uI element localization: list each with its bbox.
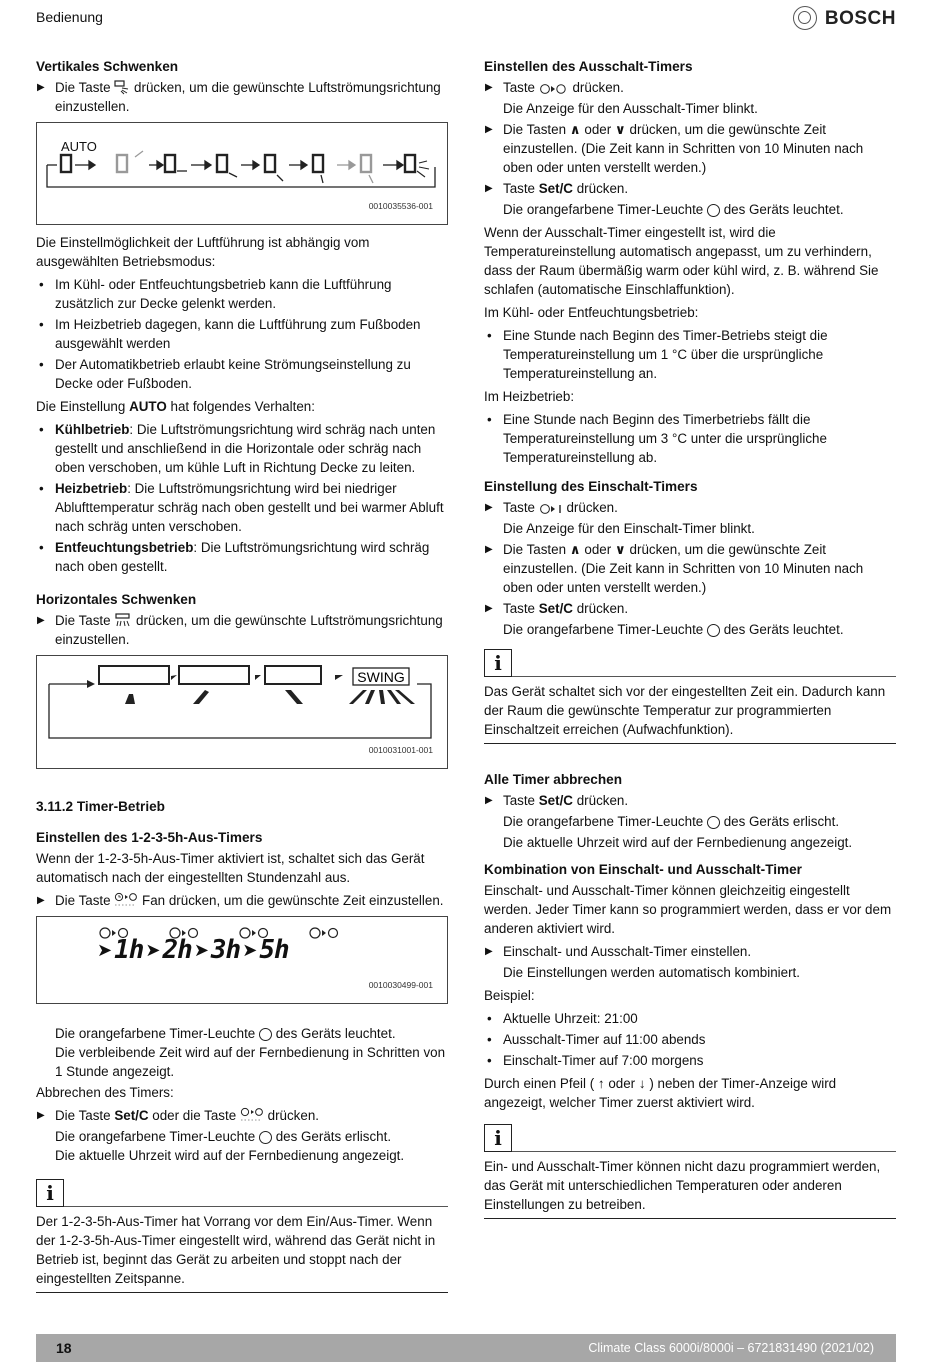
- segment-1h: 1h: [114, 935, 144, 965]
- footer-bar: [36, 1334, 896, 1362]
- info-icon: i: [484, 1124, 512, 1152]
- timer-fan-icon: [240, 1107, 264, 1123]
- horizontal-swing-figure: [36, 655, 448, 769]
- right-column: [484, 57, 896, 1225]
- vertical-swing-heading: Vertikales Schwenken: [36, 59, 179, 74]
- cooling-label: Im Kühl- oder Entfeuchtungsbetrieb:: [484, 305, 699, 320]
- brand: [793, 6, 896, 30]
- remaining-time-text: Die verbleibende Zeit wird auf der Fernbedienung in Schritten von 1 Stunde angezeigt.: [55, 1045, 446, 1079]
- arrow-right-icon: ➤: [145, 940, 161, 960]
- off-timer-led: Die orangefarbene Timer-Leuchte des Geräts leuchtet.: [503, 202, 844, 217]
- chevron-down-icon: ∨: [614, 122, 626, 137]
- info-note: [36, 1179, 448, 1293]
- timer-led-icon: [259, 1028, 272, 1041]
- auto-behaviour-intro: Die Einstellung AUTO hat folgendes Verhalten:: [36, 399, 315, 414]
- footer-document-info: Climate Class 6000i/8000i – 6721831490 (2021/02): [588, 1341, 874, 1355]
- timer-led-icon: [707, 816, 720, 829]
- info-note-text: Ein- und Ausschalt-Timer können nicht dazu programmiert werden, das Gerät mit unterschiedlichen Temperaturen oder anderen Einstellungen zu betreiben.: [484, 1154, 896, 1219]
- arrow-right-icon: ➤: [193, 940, 209, 960]
- cancel-timer-step: ▶ Die Taste Set/C oder die Taste drücken.: [36, 1106, 448, 1125]
- figure-code: 0010030499-001: [368, 980, 433, 990]
- sleep-function-text: Wenn der Ausschalt-Timer eingestellt ist, wird die Temperatureinstellung automatisch angepasst, um zu verhindern, dass der Raum übermäßig warm oder kühl wird, z. B. während Sie schlafen (automatische Einschlaffunktion).: [484, 225, 879, 297]
- arrow-right-icon: ➤: [242, 940, 258, 960]
- combo-step-sub: Die Einstellungen werden automatisch kombiniert.: [503, 965, 800, 980]
- vertical-swing-icon: [114, 80, 130, 95]
- off-timer-icon: [539, 83, 569, 95]
- horizontal-swing-icon: [114, 613, 132, 628]
- cancel-timer-title: Abbrechen des Timers:: [36, 1085, 174, 1100]
- mode-heating: • Heizbetrieb: Die Luftströmungsrichtung wird bei niedriger Ablufttemperatur schräg nach oben gestellt und bei warmer Abluft nach schräg unten verschoben.: [36, 479, 448, 536]
- vertical-swing-step: ▶ Die Taste drücken, um die gewünschte Luftströmungsrichtung einzustellen.: [36, 78, 448, 116]
- vertical-swing-sequence: [43, 149, 443, 193]
- hour-timer-step: ▶ Die Taste Fan drücken, um die gewünschte Zeit einzustellen.: [36, 891, 448, 910]
- chevron-up-icon: ∧: [569, 122, 581, 137]
- list-item: • Im Heizbetrieb dagegen, kann die Luftführung zum Fußboden ausgewählt werden: [36, 315, 448, 353]
- on-timer-blinks: Die Anzeige für den Einschalt-Timer blinkt.: [503, 521, 755, 536]
- info-note: [484, 1124, 896, 1219]
- on-timer-step-1: ▶ Taste drücken.: [484, 498, 896, 517]
- off-timer-blinks: Die Anzeige für den Ausschalt-Timer blinkt.: [503, 101, 758, 116]
- segment-3h: 3h: [210, 935, 241, 965]
- list-item: • Im Kühl- oder Entfeuchtungsbetrieb kann die Luftführung zusätzlich zur Decke gelenkt werden.: [36, 275, 448, 313]
- horizontal-swing-heading: Horizontales Schwenken: [36, 592, 197, 607]
- mode-cooling: • Kühlbetrieb: Die Luftströmungsrichtung wird schräg nach unten gestellt und anschließend in die Horizontale oder schräg nach oben verschoben, um kühle Luft in Richtung Decke zu leiten.: [36, 420, 448, 477]
- vertical-swing-figure: [36, 122, 448, 225]
- off-timer-step-1: ▶ Taste drücken.: [484, 78, 896, 97]
- on-timer-step-3: ▶ Taste Set/C drücken.: [484, 599, 896, 618]
- mode-dehumidify: • Entfeuchtungsbetrieb: Die Luftströmungsrichtung wird schräg nach oben gestellt.: [36, 538, 448, 576]
- on-timer-led: Die orangefarbene Timer-Leuchte des Geräts leuchtet.: [503, 622, 844, 637]
- arrow-down-icon: ↓: [638, 1076, 646, 1091]
- list-item: • Eine Stunde nach Beginn des Timerbetriebs fällt die Temperatureinstellung um 3 °C unter die ursprüngliche Temperatureinstellung ab.: [484, 410, 896, 467]
- info-icon: i: [36, 1179, 64, 1207]
- on-timer-heading: Einstellung des Einschalt-Timers: [484, 479, 698, 494]
- fig-auto-label: AUTO: [61, 139, 97, 154]
- chevron-down-icon: ∨: [614, 542, 626, 557]
- off-timer-step-2: ▶ Die Tasten ∧ oder ∨ drücken, um die gewünschte Zeit einzustellen. (Die Zeit kann in Schritten von 10 Minuten nach oben oder unten verstellt werden.): [484, 120, 896, 177]
- bosch-logo-icon: [793, 6, 817, 30]
- info-note-text: Das Gerät schaltet sich vor der eingestellten Zeit ein. Dadurch kann der Raum die gewünschte Temperatur zur programmierten Einschaltzeit erreichen (Aufwachfunktion).: [484, 679, 896, 744]
- left-column: [36, 57, 448, 1299]
- horizontal-swing-step: ▶ Die Taste drücken, um die gewünschte Luftströmungsrichtung einzustellen.: [36, 611, 448, 649]
- list-item: • Der Automatikbetrieb erlaubt keine Strömungseinstellung zu Decke oder Fußboden.: [36, 355, 448, 393]
- list-item: • Ausschalt-Timer auf 11:00 abends: [484, 1030, 896, 1049]
- list-item: • Aktuelle Uhrzeit: 21:00: [484, 1009, 896, 1028]
- figure-code: 0010035536-001: [368, 201, 433, 211]
- cancel-led-text: Die orangefarbene Timer-Leuchte des Geräts erlischt.: [55, 1129, 392, 1144]
- combo-intro: Einschalt- und Ausschalt-Timer können gleichzeitig eingestellt werden. Jeder Timer kann so programmiert werden, dass er vor dem anderen aktiviert wird.: [484, 883, 892, 936]
- cancel-all-heading: Alle Timer abbrechen: [484, 772, 623, 787]
- list-item: • Einschalt-Timer auf 7:00 morgens: [484, 1051, 896, 1070]
- example-label: Beispiel:: [484, 988, 535, 1003]
- arrow-up-icon: ↑: [597, 1076, 605, 1091]
- list-item: • Eine Stunde nach Beginn des Timer-Betriebs steigt die Temperatureinstellung um 1 °C über die ursprüngliche Temperatureinstellung an.: [484, 326, 896, 383]
- timer-led-icon: [707, 204, 720, 217]
- cancel-all-time: Die aktuelle Uhrzeit wird auf der Fernbedienung angezeigt.: [503, 835, 853, 850]
- timer-fan-icon: [114, 892, 138, 908]
- brand-name: BOSCH: [824, 7, 896, 29]
- hour-timer-segments: [97, 935, 289, 965]
- segment-2h: 2h: [162, 935, 192, 965]
- timer-led-text: Die orangefarbene Timer-Leuchte des Geräts leuchtet.: [55, 1026, 396, 1041]
- hour-timer-heading: Einstellen des 1-2-3-5h-Aus-Timers: [36, 830, 263, 845]
- hour-timer-intro: Wenn der 1-2-3-5h-Aus-Timer aktiviert ist, schaltet sich das Gerät automatisch nach der eingestellten Stundenzahl aus.: [36, 851, 425, 885]
- header-section-title: Bedienung: [36, 9, 103, 25]
- arrow-explanation: Durch einen Pfeil ( ↑ oder ↓ ) neben der Timer-Anzeige wird angezeigt, welcher Timer zuerst aktiviert wird.: [484, 1076, 837, 1110]
- chevron-up-icon: ∧: [569, 542, 581, 557]
- swing-label: SWING: [357, 669, 405, 685]
- info-note-text: Der 1-2-3-5h-Aus-Timer hat Vorrang vor dem Ein/Aus-Timer. Wenn der 1-2-3-5h-Aus-Timer eingestellt wird, während das Gerät nicht in Betrieb ist, beginnt das Gerät zu arbeiten und stoppt nach der eingestellten Zeitspanne.: [36, 1209, 448, 1293]
- off-timer-heading: Einstellen des Ausschalt-Timers: [484, 59, 693, 74]
- vertical-intro: Die Einstellmöglichkeit der Luftführung ist abhängig vom ausgewählten Betriebsmodus:: [36, 235, 370, 269]
- timer-led-icon: [707, 624, 720, 637]
- combo-step: ▶ Einschalt- und Ausschalt-Timer einstellen.: [484, 942, 896, 961]
- page-number: 18: [56, 1340, 72, 1356]
- combo-heading: Kombination von Einschalt- und Ausschalt-Timer: [484, 862, 802, 877]
- info-icon: i: [484, 649, 512, 677]
- figure-code: 0010031001-001: [368, 745, 433, 755]
- segment-5h: 5h: [259, 935, 289, 965]
- current-time-text: Die aktuelle Uhrzeit wird auf der Fernbedienung angezeigt.: [55, 1148, 405, 1163]
- on-timer-icon: [539, 503, 563, 515]
- horizontal-swing-sequence: [47, 662, 437, 746]
- section-timer-title: 3.11.2 Timer-Betrieb: [36, 799, 165, 814]
- off-timer-step-3: ▶ Taste Set/C drücken.: [484, 179, 896, 198]
- on-timer-step-2: ▶ Die Tasten ∧ oder ∨ drücken, um die gewünschte Zeit einzustellen. (Die Zeit kann in Schritten von 10 Minuten nach oben oder unten verstellt werden.): [484, 540, 896, 597]
- cancel-all-led: Die orangefarbene Timer-Leuchte des Geräts erlischt.: [503, 814, 840, 829]
- hour-timer-figure: [36, 916, 448, 1004]
- cancel-all-step: ▶ Taste Set/C drücken.: [484, 791, 896, 810]
- heating-label: Im Heizbetrieb:: [484, 389, 575, 404]
- timer-led-icon: [259, 1131, 272, 1144]
- info-note: [484, 649, 896, 744]
- arrow-right-icon: ➤: [97, 940, 113, 960]
